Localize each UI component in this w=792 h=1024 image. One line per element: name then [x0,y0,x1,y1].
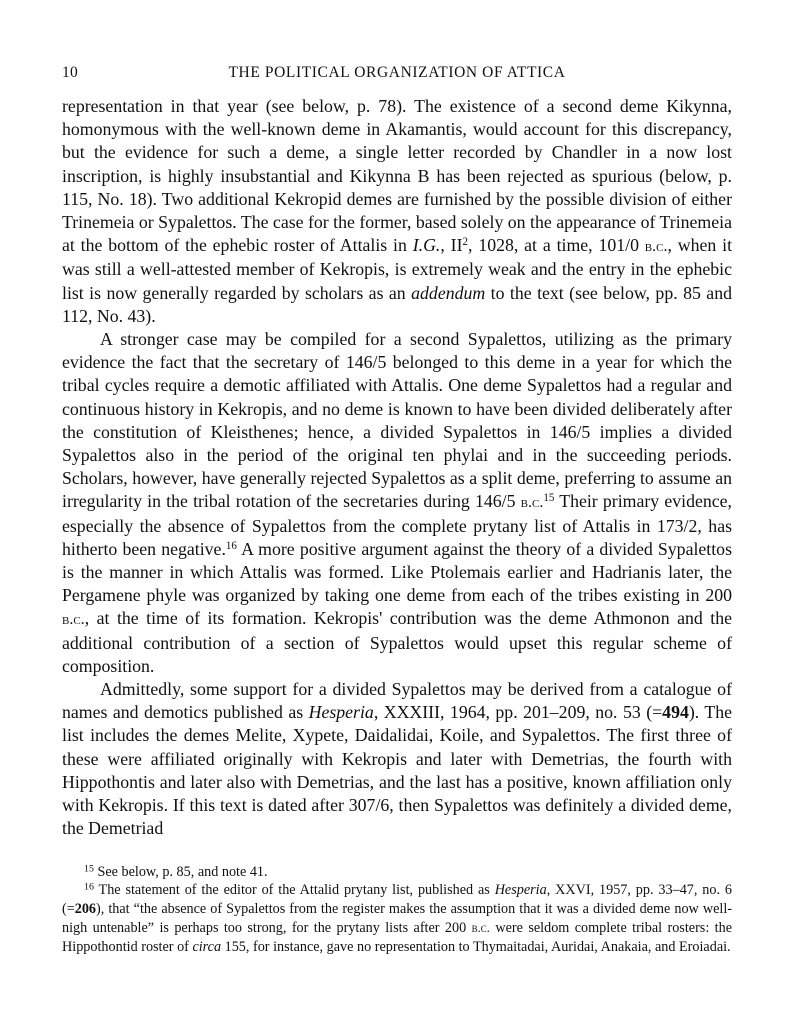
text-run: Their primary evidence, especially the absence of Sypalettos from the complete prytany list of Attalis in 173/2, has hitherto been negative. [62,491,732,559]
footnote-ref-16[interactable]: 16 [225,539,237,552]
text-run: , XXXIII, 1964, pp. 201–209, no. 53 (= [373,702,663,723]
footnotes [62,863,732,957]
paragraph-3 [62,678,732,840]
catalogue-number: 206 [74,901,97,918]
text-run: A more positive argument against the theory of a divided Sypalettos is the manner in which Attalis was formed. Like Ptolemais earlier and Hadrianis later, the Pergamene phyle was organized by taking one deme from each of the tribes existing in 200 [62,538,732,606]
text-run: ). The list includes the demes Melite, Xypete, Daidalidai, Koile, and Sypalettos. The first three of these were affiliated originally with Kekropis and later with Demetrias, the fourth with Hippothontis and later also with Demetrias, and the last has a positive, known affiliation only with Kekropis. If this text is dated after 307/6, then Sypalettos was definitely a divided deme, the Demetriad [62,702,733,839]
page-number: 10 [62,64,79,81]
bc-abbrev: b.c. [520,494,544,512]
text-run: , at the time of its formation. Kekropis' contribution was the deme Athmonon and the additional contribution of a section of Sypalettos would upset this regular scheme of composition. [62,608,732,676]
page [62,64,732,956]
bc-abbrev: b.c. [644,238,668,256]
paragraph-2 [62,328,732,678]
footnote-text: ), that “the absence of Sypalettos from the register makes the assumption that it was a divided deme now well-nigh untenable” is perhaps too strong, for the prytany lists after 200 [62,901,732,936]
journal-title: Hesperia [494,882,547,899]
paragraph-1 [62,95,732,328]
running-title: THE POLITICAL ORGANIZATION OF ATTICA [228,64,566,81]
bc-abbrev: b.c. [471,920,490,935]
edition-superscript: 2 [462,236,469,249]
text-run: representation in that year (see below, p. 78). The existence of a second deme Kikynna, homonymous with the well-known deme in Akamantis, would account for this discrepancy, but the evidence for such a deme, a single letter recorded by Chandler in a now lost inscription, is highly insubstantial and Kikynna B has been rejected as spurious (below, p. 115, No. 18). Two additional Kekropid demes are furnished by the possible division of either Trinemeia or Sypalettos. The case for the former, based solely on the appearance of Trinemeia at the bottom of the ephebic roster of Attalis in [62,96,732,256]
footnote-16 [62,881,732,956]
journal-title: Hesperia [308,702,374,723]
running-header [62,64,732,84]
footnote-text: The statement of the editor of the Attalid prytany list, published as [93,882,495,899]
bc-abbrev: b.c. [62,611,85,629]
text-run: Admittedly, some support for a divided Sypalettos may be derived from a catalogue of names and demotics published as [62,679,732,723]
italic-term: addendum [411,282,486,303]
footnote-ref-15[interactable]: 15 [543,492,555,505]
footnote-text: were seldom complete tribal rosters: the Hippothontid roster of [62,919,732,955]
footnote-number: 16 [84,881,94,893]
footnote-text: , XXVI, 1957, pp. 33–47, no. 6 (= [62,882,732,918]
footnote-15 [62,863,732,882]
footnote-text: See below, p. 85, and note 41. [93,863,268,880]
text-run: , when it was still a well-attested member of Kekropis, is extremely weak and the entry in the ephebic list is now generally regarded by scholars as an [62,235,733,303]
catalogue-number: 494 [662,702,689,723]
text-run: A stronger case may be compiled for a second Sypalettos, utilizing as the primary evidence the fact that the secretary of 146/5 belonged to this deme in a year for which the tribal cycles require a demotic affiliated with Attalis. One deme Sypalettos had a regular and continuous history in Kekropis, and no deme is known to have been divided deliberately after the constitution of Kleisthenes; hence, a divided Sypalettos in 146/5 implies a divided Sypalettos also in the period of the original ten phylai and in the succeeding periods. Scholars, however, have generally rejected Sypalettos as a split deme, preferring to assume an irregularity in the tribal rotation of the secretaries during 146/5 [62,329,732,512]
body-text [62,95,732,841]
text-run: to the text (see below, pp. 85 and 112, No. 43). [62,282,732,326]
text-run: , II [440,235,463,256]
text-run: , 1028, at a time, 101/0 [468,235,645,256]
ig-citation: I.G. [412,235,441,256]
footnote-number: 15 [84,863,94,875]
footnote-text: 155, for instance, gave no representation to Thymaitadai, Auridai, Anakaia, and Eroiadai. [221,938,731,955]
italic-term: circa [192,938,222,955]
